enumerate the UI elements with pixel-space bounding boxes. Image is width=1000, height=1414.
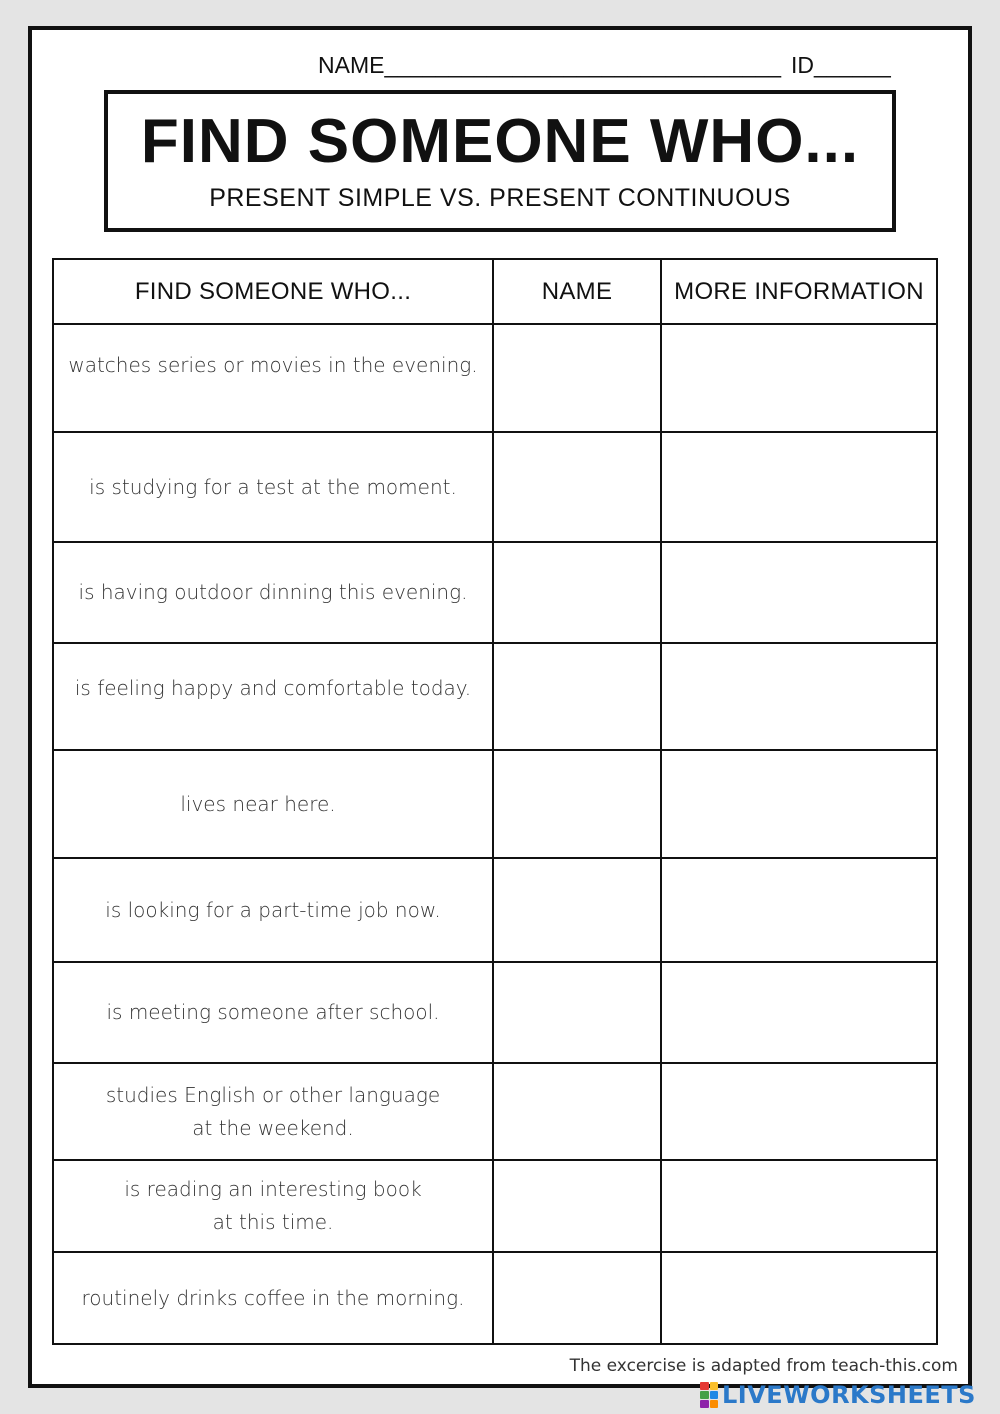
worksheet-title: FIND SOMEONE WHO... (140, 107, 860, 176)
more-information-answer-cell[interactable] (661, 962, 937, 1063)
table-row (53, 432, 937, 542)
column-header-prompt: FIND SOMEONE WHO... (53, 259, 493, 324)
title-box (104, 90, 896, 232)
more-information-answer-cell[interactable] (661, 542, 937, 643)
name-label: NAME_______________________________ (318, 52, 781, 78)
name-answer-cell[interactable] (493, 643, 661, 750)
source-credit-note: The excercise is adapted from teach-this.com (569, 1356, 958, 1376)
name-answer-cell[interactable] (493, 324, 661, 432)
table-header-row (53, 259, 937, 324)
name-answer-cell[interactable] (493, 432, 661, 542)
worksheet-page (28, 26, 972, 1388)
more-information-answer-cell[interactable] (661, 432, 937, 542)
brand-name: LIVEWORKSHEETS (722, 1381, 976, 1409)
prompt-cell: lives near here. (53, 750, 493, 858)
liveworksheets-brand[interactable] (700, 1380, 976, 1410)
column-header-name: NAME (493, 259, 661, 324)
more-information-answer-cell[interactable] (661, 643, 937, 750)
name-answer-cell[interactable] (493, 1160, 661, 1252)
name-answer-cell[interactable] (493, 962, 661, 1063)
more-information-answer-cell[interactable] (661, 1160, 937, 1252)
student-info-line (318, 52, 958, 79)
find-someone-table (52, 258, 938, 1345)
liveworksheets-logo-icon (700, 1382, 718, 1408)
more-information-answer-cell[interactable] (661, 1252, 937, 1344)
prompt-cell: studies English or other language at the weekend. (53, 1063, 493, 1160)
table-row (53, 324, 937, 432)
id-label: ID______ (791, 52, 891, 78)
table-row (53, 750, 937, 858)
column-header-more-information: MORE INFORMATION (661, 259, 937, 324)
name-answer-cell[interactable] (493, 858, 661, 962)
table-row (53, 542, 937, 643)
table-row (53, 1063, 937, 1160)
name-answer-cell[interactable] (493, 750, 661, 858)
prompt-cell: is having outdoor dinning this evening. (53, 542, 493, 643)
more-information-answer-cell[interactable] (661, 858, 937, 962)
more-information-answer-cell[interactable] (661, 324, 937, 432)
more-information-answer-cell[interactable] (661, 1063, 937, 1160)
table-row (53, 1160, 937, 1252)
table-row (53, 1252, 937, 1344)
table-row (53, 643, 937, 750)
prompt-cell: is reading an interesting book at this time. (53, 1160, 493, 1252)
more-information-answer-cell[interactable] (661, 750, 937, 858)
prompt-cell: routinely drinks coffee in the morning. (53, 1252, 493, 1344)
prompt-cell: is meeting someone after school. (53, 962, 493, 1063)
prompt-cell: is looking for a part-time job now. (53, 858, 493, 962)
prompt-cell: is feeling happy and comfortable today. (53, 643, 493, 750)
prompt-cell: is studying for a test at the moment. (53, 432, 493, 542)
prompt-cell: watches series or movies in the evening. (53, 324, 493, 432)
name-answer-cell[interactable] (493, 542, 661, 643)
table-row (53, 858, 937, 962)
worksheet-subtitle: PRESENT SIMPLE VS. PRESENT CONTINUOUS (209, 184, 791, 212)
name-answer-cell[interactable] (493, 1063, 661, 1160)
name-answer-cell[interactable] (493, 1252, 661, 1344)
table-row (53, 962, 937, 1063)
